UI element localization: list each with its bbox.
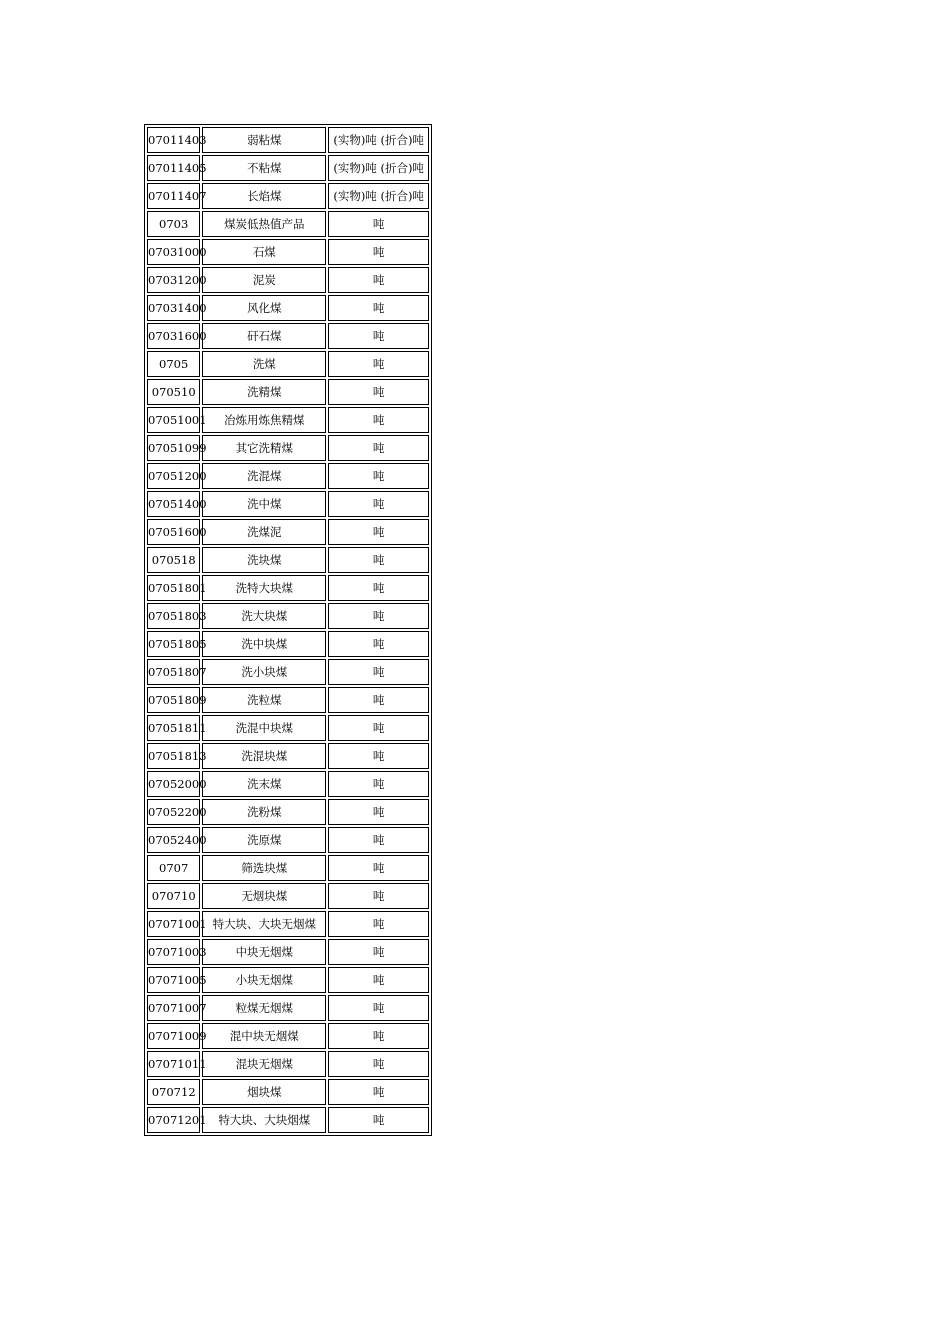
product-code-cell: 07071003 bbox=[147, 939, 200, 965]
product-name-cell: 洗中块煤 bbox=[202, 631, 326, 657]
product-code-cell: 07051600 bbox=[147, 519, 200, 545]
product-name-cell: 不粘煤 bbox=[202, 155, 326, 181]
unit-cell: 吨 bbox=[328, 715, 429, 741]
table-row bbox=[147, 687, 429, 713]
product-code-cell: 0705 bbox=[147, 351, 200, 377]
unit-cell: (实物)吨 (折合)吨 bbox=[328, 155, 429, 181]
table-row bbox=[147, 967, 429, 993]
product-name-cell: 洗小块煤 bbox=[202, 659, 326, 685]
product-code-cell: 07051805 bbox=[147, 631, 200, 657]
unit-cell: 吨 bbox=[328, 967, 429, 993]
table-row bbox=[147, 883, 429, 909]
product-name-cell: 洗原煤 bbox=[202, 827, 326, 853]
product-name-cell: 混中块无烟煤 bbox=[202, 1023, 326, 1049]
unit-cell: 吨 bbox=[328, 799, 429, 825]
unit-cell: 吨 bbox=[328, 687, 429, 713]
product-code-cell: 07011407 bbox=[147, 183, 200, 209]
product-code-cell: 07051811 bbox=[147, 715, 200, 741]
unit-cell: 吨 bbox=[328, 435, 429, 461]
table-row bbox=[147, 827, 429, 853]
table-row bbox=[147, 295, 429, 321]
table-row bbox=[147, 911, 429, 937]
unit-cell: 吨 bbox=[328, 1079, 429, 1105]
product-name-cell: 矸石煤 bbox=[202, 323, 326, 349]
product-code-cell: 07031400 bbox=[147, 295, 200, 321]
table-row bbox=[147, 1107, 429, 1133]
product-name-cell: 长焰煤 bbox=[202, 183, 326, 209]
unit-cell: 吨 bbox=[328, 855, 429, 881]
unit-cell: 吨 bbox=[328, 1107, 429, 1133]
product-name-cell: 筛选块煤 bbox=[202, 855, 326, 881]
product-name-cell: 洗特大块煤 bbox=[202, 575, 326, 601]
table-row bbox=[147, 519, 429, 545]
table-row bbox=[147, 155, 429, 181]
product-name-cell: 洗粒煤 bbox=[202, 687, 326, 713]
product-name-cell: 洗煤泥 bbox=[202, 519, 326, 545]
product-name-cell: 洗混煤 bbox=[202, 463, 326, 489]
unit-cell: 吨 bbox=[328, 323, 429, 349]
product-code-cell: 0707 bbox=[147, 855, 200, 881]
product-name-cell: 洗混中块煤 bbox=[202, 715, 326, 741]
product-code-cell: 070710 bbox=[147, 883, 200, 909]
table-row bbox=[147, 267, 429, 293]
product-code-cell: 070510 bbox=[147, 379, 200, 405]
unit-cell: 吨 bbox=[328, 743, 429, 769]
product-code-cell: 07071007 bbox=[147, 995, 200, 1021]
unit-cell: 吨 bbox=[328, 575, 429, 601]
product-name-cell: 烟块煤 bbox=[202, 1079, 326, 1105]
table-row bbox=[147, 183, 429, 209]
product-code-cell: 07051807 bbox=[147, 659, 200, 685]
unit-cell: 吨 bbox=[328, 659, 429, 685]
table-row bbox=[147, 351, 429, 377]
unit-cell: 吨 bbox=[328, 995, 429, 1021]
product-name-cell: 洗大块煤 bbox=[202, 603, 326, 629]
table-row bbox=[147, 631, 429, 657]
unit-cell: 吨 bbox=[328, 1023, 429, 1049]
unit-cell: 吨 bbox=[328, 883, 429, 909]
table-row bbox=[147, 1079, 429, 1105]
unit-cell: 吨 bbox=[328, 239, 429, 265]
product-code-cell: 07052200 bbox=[147, 799, 200, 825]
product-code-cell: 07051803 bbox=[147, 603, 200, 629]
product-name-cell: 洗块煤 bbox=[202, 547, 326, 573]
product-code-cell: 07031000 bbox=[147, 239, 200, 265]
product-code-cell: 07031200 bbox=[147, 267, 200, 293]
product-name-cell: 洗中煤 bbox=[202, 491, 326, 517]
product-name-cell: 洗混块煤 bbox=[202, 743, 326, 769]
unit-cell: 吨 bbox=[328, 519, 429, 545]
table-row bbox=[147, 659, 429, 685]
table-row bbox=[147, 575, 429, 601]
product-code-cell: 07031600 bbox=[147, 323, 200, 349]
product-code-cell: 070712 bbox=[147, 1079, 200, 1105]
table-row bbox=[147, 323, 429, 349]
unit-cell: 吨 bbox=[328, 603, 429, 629]
table-row bbox=[147, 407, 429, 433]
table-row bbox=[147, 855, 429, 881]
product-name-cell: 混块无烟煤 bbox=[202, 1051, 326, 1077]
table-row bbox=[147, 743, 429, 769]
product-code-cell: 07011403 bbox=[147, 127, 200, 153]
product-name-cell: 粒煤无烟煤 bbox=[202, 995, 326, 1021]
table-row bbox=[147, 603, 429, 629]
unit-cell: 吨 bbox=[328, 463, 429, 489]
table-row bbox=[147, 715, 429, 741]
product-name-cell: 泥炭 bbox=[202, 267, 326, 293]
product-name-cell: 风化煤 bbox=[202, 295, 326, 321]
product-code-cell: 07071009 bbox=[147, 1023, 200, 1049]
product-name-cell: 洗煤 bbox=[202, 351, 326, 377]
product-code-cell: 07051001 bbox=[147, 407, 200, 433]
unit-cell: 吨 bbox=[328, 911, 429, 937]
product-code-cell: 070518 bbox=[147, 547, 200, 573]
product-code-cell: 07071201 bbox=[147, 1107, 200, 1133]
unit-cell: 吨 bbox=[328, 407, 429, 433]
table-row bbox=[147, 995, 429, 1021]
unit-cell: 吨 bbox=[328, 939, 429, 965]
product-name-cell: 特大块、大块无烟煤 bbox=[202, 911, 326, 937]
unit-cell: 吨 bbox=[328, 379, 429, 405]
table-row bbox=[147, 939, 429, 965]
product-name-cell: 其它洗精煤 bbox=[202, 435, 326, 461]
table-row bbox=[147, 463, 429, 489]
product-code-cell: 07051400 bbox=[147, 491, 200, 517]
unit-cell: 吨 bbox=[328, 211, 429, 237]
product-name-cell: 弱粘煤 bbox=[202, 127, 326, 153]
unit-cell: 吨 bbox=[328, 267, 429, 293]
table-row bbox=[147, 1023, 429, 1049]
product-code-cell: 07051801 bbox=[147, 575, 200, 601]
product-name-cell: 无烟块煤 bbox=[202, 883, 326, 909]
product-code-cell: 07011405 bbox=[147, 155, 200, 181]
product-name-cell: 煤炭低热值产品 bbox=[202, 211, 326, 237]
product-name-cell: 洗末煤 bbox=[202, 771, 326, 797]
table-row bbox=[147, 1051, 429, 1077]
table-row bbox=[147, 211, 429, 237]
unit-cell: 吨 bbox=[328, 631, 429, 657]
unit-cell: 吨 bbox=[328, 547, 429, 573]
unit-cell: 吨 bbox=[328, 771, 429, 797]
product-code-cell: 07052000 bbox=[147, 771, 200, 797]
product-code-cell: 0703 bbox=[147, 211, 200, 237]
product-name-cell: 冶炼用炼焦精煤 bbox=[202, 407, 326, 433]
table-row bbox=[147, 127, 429, 153]
table-row bbox=[147, 771, 429, 797]
product-code-cell: 07071011 bbox=[147, 1051, 200, 1077]
table-row bbox=[147, 547, 429, 573]
unit-cell: (实物)吨 (折合)吨 bbox=[328, 183, 429, 209]
table-row bbox=[147, 491, 429, 517]
unit-cell: 吨 bbox=[328, 295, 429, 321]
product-code-cell: 07051809 bbox=[147, 687, 200, 713]
table-row bbox=[147, 435, 429, 461]
product-code-cell: 07071001 bbox=[147, 911, 200, 937]
product-name-cell: 特大块、大块烟煤 bbox=[202, 1107, 326, 1133]
product-name-cell: 小块无烟煤 bbox=[202, 967, 326, 993]
product-code-cell: 07051813 bbox=[147, 743, 200, 769]
table-row bbox=[147, 799, 429, 825]
product-name-cell: 中块无烟煤 bbox=[202, 939, 326, 965]
product-name-cell: 石煤 bbox=[202, 239, 326, 265]
unit-cell: 吨 bbox=[328, 1051, 429, 1077]
product-code-cell: 07071005 bbox=[147, 967, 200, 993]
product-code-table bbox=[144, 124, 432, 1136]
product-code-cell: 07051200 bbox=[147, 463, 200, 489]
unit-cell: 吨 bbox=[328, 351, 429, 377]
unit-cell: (实物)吨 (折合)吨 bbox=[328, 127, 429, 153]
unit-cell: 吨 bbox=[328, 491, 429, 517]
product-name-cell: 洗粉煤 bbox=[202, 799, 326, 825]
product-code-table-body bbox=[147, 127, 429, 1133]
product-code-cell: 07052400 bbox=[147, 827, 200, 853]
product-name-cell: 洗精煤 bbox=[202, 379, 326, 405]
table-row bbox=[147, 379, 429, 405]
product-code-cell: 07051099 bbox=[147, 435, 200, 461]
unit-cell: 吨 bbox=[328, 827, 429, 853]
table-row bbox=[147, 239, 429, 265]
